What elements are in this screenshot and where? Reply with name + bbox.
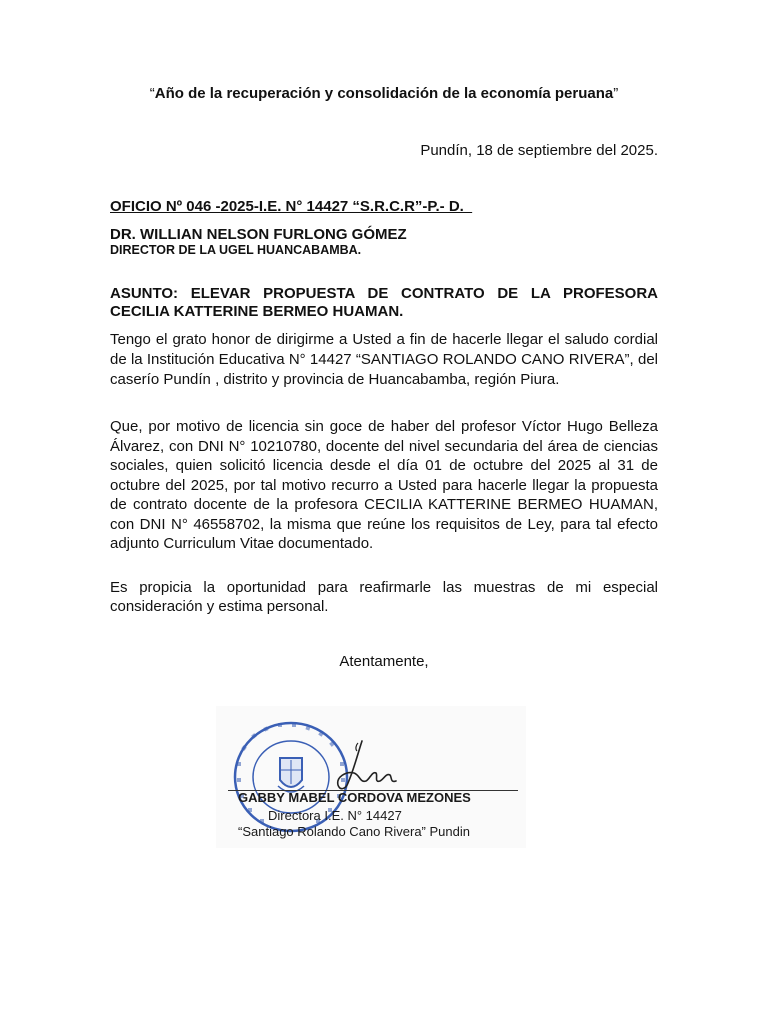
official-year-motto bbox=[0, 85, 768, 102]
place-date-line: Pundín, 18 de septiembre del 2025. bbox=[420, 142, 658, 159]
motto-open-quote: “ bbox=[149, 85, 155, 102]
recipient-title: DIRECTOR DE LA UGEL HUANCABAMBA. bbox=[110, 243, 362, 257]
signatory-role: Directora I.E. N° 14427 bbox=[268, 808, 402, 823]
motto-text: Año de la recuperación y consolidación de la economía peruana bbox=[154, 85, 614, 102]
closing-salutation: Atentamente, bbox=[339, 653, 429, 670]
recipient-name: DR. WILLIAN NELSON FURLONG GÓMEZ bbox=[110, 226, 407, 243]
body-paragraph-greeting: Tengo el grato honor de dirigirme a Usted a fin de hacerle llegar el saludo cordial de la Institución Educativa N° 14427 “SANTIAGO ROLANDO CANO RIVERA”, del caserío Pundín , distrito y provincia de Huancabamba, región Piura. bbox=[110, 331, 658, 388]
body-paragraph-closing: Es propicia la oportunidad para reafirmarle las muestras de mi especial consideración y estima personal. bbox=[110, 579, 658, 615]
signatory-school: “Santiago Rolando Cano Rivera” Pundin bbox=[238, 824, 470, 839]
handwritten-signature-icon bbox=[300, 735, 420, 795]
subject-line: ASUNTO: ELEVAR PROPUESTA DE CONTRATO DE LA PROFESORA CECILIA KATTERINE BERMEO HUAMAN. bbox=[110, 285, 658, 320]
body-paragraph-proposal: Que, por motivo de licencia sin goce de haber del profesor Víctor Hugo Belleza Álvarez, con DNI N° 10210780, docente del nivel secundaria del área de ciencias sociales, quien solicitó licencia desde el día 01 de octubre del 2025 al 31 de octubre del 2025, por tal motivo recurro a Usted para hacerle llegar la propuesta de contrato docente de la profesora CECILIA KATTERINE BERMEO HUAMAN, con DNI N° 46558702, la misma que reúne los requisitos de Ley, para tal efecto adjunto Curriculum Vitae documentado. bbox=[110, 418, 658, 552]
motto-close-quote: ” bbox=[613, 85, 619, 102]
signatory-name: GABBY MABEL CORDOVA MEZONES bbox=[238, 790, 471, 805]
oficio-reference: OFICIO Nº 046 -2025-I.E. N° 14427 “S.R.C.R”-P.- D. bbox=[110, 198, 473, 215]
